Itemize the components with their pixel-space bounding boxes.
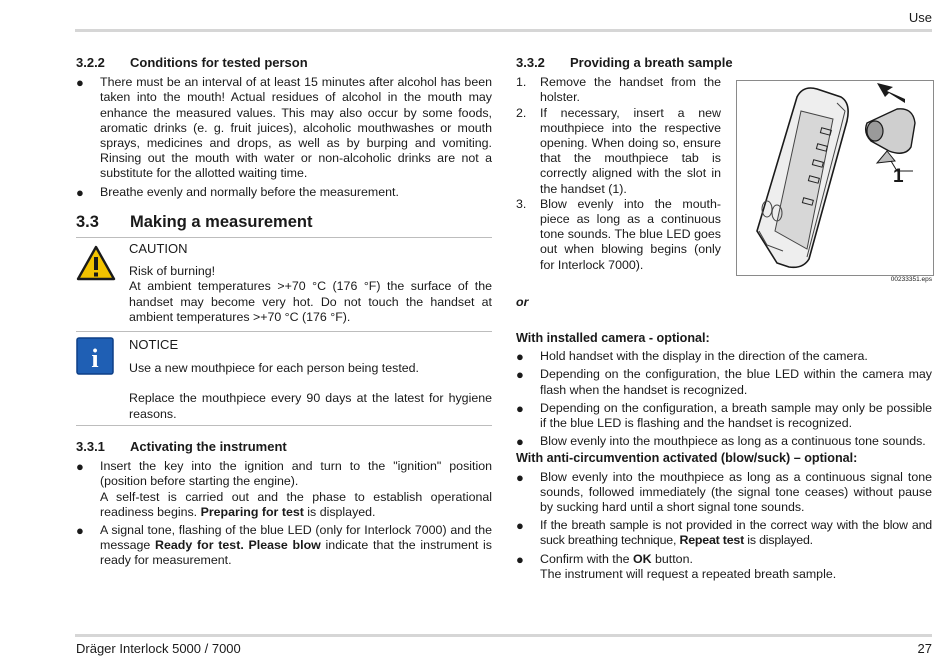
- list-item-text: The instrument will request a repeated breath sample.: [540, 566, 837, 581]
- section-title: Activating the instrument: [130, 439, 287, 455]
- list-item-text: is displayed.: [303, 504, 376, 519]
- list-item-text: There must be an interval of at least 15 minutes after alcohol has been taken into the mouth! Actual residues of alcohol in the mouth may enhance the measured values. This may also occur by some foods, aromatic drinks (e. g. fruit juices), alcoholic mouthwashes or mouth sprays, medicines and drops, as well as by burping and vomiting. Rinsing out the mouth with water or non-alcoholic drinks are not a substitute for the allotted waiting time.: [100, 75, 492, 181]
- list-item-text: Blow evenly into the mouthpiece as long as a continuous tone sounds.: [540, 434, 926, 449]
- list-item-text: Depending on the configuration, the blue LED within the camera may flash when the handset is recognized.: [540, 367, 932, 397]
- list-item: [76, 185, 492, 200]
- list-item-text: button.: [651, 551, 693, 566]
- list-item: [76, 459, 492, 520]
- footer-product: Dräger Interlock 5000 / 7000: [76, 641, 241, 656]
- caution-title: CAUTION: [129, 241, 188, 257]
- header-rule: [75, 29, 932, 32]
- list-item-text: A signal tone, flashing of the blue LED (only for Interlock 7000) and the message: [100, 523, 492, 553]
- list-item-text: Blow evenly into the mouthpiece as long as a continuous signal tone sounds, followed immediately (the signal tone ceases) without pause by sucking hard until a short signal tone sounds.: [540, 469, 932, 515]
- step-text: Remove the handset from the holster.: [540, 75, 721, 105]
- list-item-text: Confirm with the: [540, 551, 633, 566]
- bullet-icon: ●: [76, 459, 84, 475]
- step-item: [516, 106, 721, 197]
- list-item-text: Depending on the configuration, a breath sample may only be possible if the blue LED is flashing and the handset is recognized.: [540, 400, 932, 431]
- button-name-text: OK: [632, 551, 652, 566]
- step-number: 3.: [516, 196, 527, 211]
- footer-rule: [75, 634, 932, 637]
- step-text: Blow evenly into the mouth-piece as long as a continuous tone sounds. The blue LED goes out when blowing begins (only for Interlock 7000).: [540, 196, 721, 272]
- left-column: [76, 55, 492, 572]
- list-item-text: is displayed.: [744, 533, 813, 548]
- list-item: [516, 518, 932, 548]
- section-number: 3.2.2: [76, 55, 105, 70]
- list-item-text: Hold handset with the display in the direction of the camera.: [540, 349, 868, 364]
- activation-list: [76, 459, 492, 568]
- message-text: Repeat test: [679, 533, 745, 548]
- list-item-text: A self-test is carried out and the phase to establish operational readiness begins.: [100, 489, 492, 519]
- section-3-2-2-heading: [76, 55, 492, 70]
- svg-text:i: i: [91, 344, 99, 374]
- section-number: 3.3.1: [76, 439, 105, 455]
- list-item-text: If the breath sample is not provided in the correct way with the blow and suck breathing technique,: [540, 518, 932, 548]
- list-item: [76, 523, 492, 569]
- divider: [76, 425, 492, 426]
- notice-block: [76, 337, 492, 419]
- step-number: 2.: [516, 105, 527, 120]
- page-number: 27: [917, 641, 932, 656]
- anti-circumvention-list: [516, 470, 932, 582]
- right-column: [516, 55, 932, 581]
- warning-triangle-icon: [76, 245, 116, 281]
- list-item: [76, 75, 492, 181]
- bullet-icon: ●: [76, 184, 84, 200]
- running-header: Use: [908, 10, 932, 25]
- section-title: Conditions for tested person: [130, 55, 308, 70]
- section-title: Providing a breath sample: [570, 55, 733, 70]
- bullet-icon: ●: [76, 523, 84, 539]
- notice-p1: Use a new mouthpiece for each person being tested.: [129, 361, 419, 376]
- section-3-3-1-heading: [76, 439, 492, 454]
- step-number: 1.: [516, 75, 527, 90]
- section-title: Making a measurement: [130, 212, 313, 231]
- or-label: or: [516, 295, 529, 309]
- caution-text: At ambient temperatures >+70 °C (176 °F) the surface of the handset may become very hot. Do not touch the handset at ambient temperatures >+70 °C (176 °F).: [129, 279, 492, 324]
- list-item-text: Insert the key into the ignition and turn to the "ignition" position (position before starting the engine).: [100, 459, 492, 489]
- list-item: [516, 401, 932, 431]
- bullet-icon: ●: [76, 75, 84, 91]
- list-item: [516, 470, 932, 516]
- bullet-icon: ●: [516, 367, 524, 383]
- notice-p2: Replace the mouthpiece every 90 days at the latest for hygiene reasons.: [129, 391, 492, 421]
- info-icon: [76, 337, 114, 375]
- section-number: 3.3.2: [516, 55, 545, 70]
- section-3-3-heading: [76, 212, 492, 231]
- step-item: [516, 197, 721, 273]
- bullet-icon: ●: [516, 434, 524, 450]
- camera-heading: With installed camera - optional:: [516, 331, 710, 345]
- section-3-3-2-heading: [516, 55, 932, 70]
- list-item: [516, 552, 932, 582]
- bullet-icon: ●: [516, 469, 524, 485]
- caution-line1: Risk of burning!: [129, 264, 216, 279]
- list-item-text: indicate that the instrument is ready for measurement.: [100, 538, 492, 568]
- bullet-icon: ●: [516, 349, 524, 365]
- message-text: Preparing for test: [200, 504, 304, 519]
- steps-list: [516, 75, 721, 273]
- bullet-icon: ●: [516, 551, 524, 567]
- notice-title: NOTICE: [129, 337, 179, 353]
- message-text: Ready for test. Please blow: [155, 538, 321, 553]
- divider: [76, 237, 492, 238]
- list-item: [516, 349, 932, 364]
- conditions-list: [76, 75, 492, 200]
- divider: [76, 331, 492, 332]
- camera-list: [516, 349, 932, 449]
- anti-circumvention-heading: With anti-circumvention activated (blow/suck) – optional:: [516, 451, 858, 466]
- section-number: 3.3: [76, 212, 99, 231]
- list-item-text: Breathe evenly and normally before the measurement.: [100, 184, 399, 199]
- figure-id: 00233351.eps: [890, 276, 932, 283]
- bullet-icon: ●: [516, 400, 524, 416]
- list-item: [516, 434, 932, 449]
- bullet-icon: ●: [516, 518, 524, 534]
- caution-block: [76, 241, 492, 329]
- step-item: [516, 75, 721, 105]
- step-text: If necessary, insert a new mouthpiece into the respective opening. When doing so, ensure that the mouthpiece tab is correctly aligned with the slot in the handset (1).: [540, 105, 721, 196]
- list-item: [516, 367, 932, 397]
- handset-figure: [736, 80, 934, 276]
- figure-callout: 1: [893, 166, 904, 187]
- handset-illustration: [737, 81, 933, 275]
